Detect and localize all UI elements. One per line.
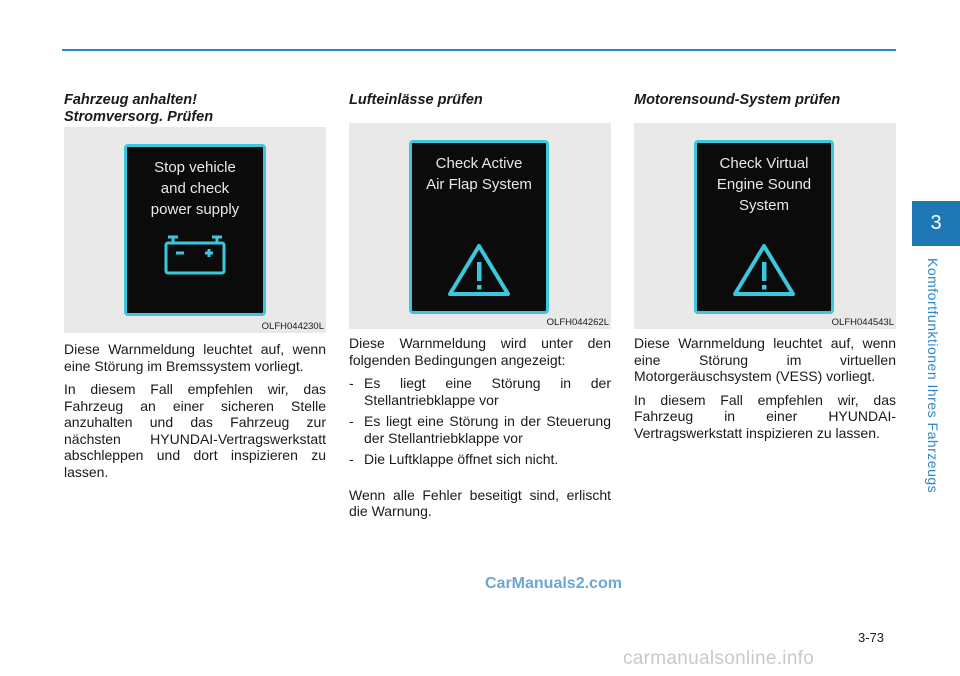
watermark-link[interactable]: CarManuals2.com — [485, 575, 622, 592]
cluster-figure — [349, 123, 611, 329]
display-message: Check Active Air Flap System — [426, 155, 532, 193]
chapter-title: Komfortfunktionen Ihres Fahrzeugs — [925, 258, 941, 494]
figure-code: OLFH044543L — [831, 317, 894, 328]
section-heading: Motorensound-System prüfen — [634, 92, 841, 108]
chapter-tab: 3 — [912, 201, 960, 246]
list-item: - Es liegt eine Störung in der Steuerung der Stellantriebklappe vor — [349, 413, 611, 446]
footer-watermark: carmanualsonline.info — [623, 648, 815, 669]
paragraph: Wenn alle Fehler beseitigt sind, erlischt die Warnung. — [349, 486, 611, 519]
figure-code: OLFH044262L — [546, 317, 609, 328]
display-message: Stop vehicle and check power supply — [150, 159, 240, 218]
section-heading: Lufteinlässe prüfen — [349, 92, 483, 108]
paragraph: In diesem Fall empfehlen wir, das Fahrzeug an einer sicheren Stelle anzuhalten und das Fahrzeug zur nächsten HYUNDAI-Vertragswerkstatt abschleppen und dort inspizieren zu lassen. — [64, 381, 326, 480]
section-stop-vehicle — [64, 92, 326, 487]
paragraph: In diesem Fall empfehlen wir, das Fahrzeug in einer HYUNDAI-Vertragswerkstatt inspizieren zu lassen. — [634, 391, 896, 441]
section-body — [634, 335, 896, 441]
list-item: - Es liegt eine Störung in der Stellantriebklappe vor — [349, 375, 611, 408]
list-item: - Die Luftklappe öffnet sich nicht. — [349, 451, 559, 467]
cluster-figure — [64, 127, 326, 333]
cluster-display — [694, 140, 834, 314]
warning-triangle-icon — [412, 240, 546, 305]
section-heading: Fahrzeug anhalten! Stromversorg. Prüfen — [64, 92, 214, 125]
page-number: 3-73 — [858, 630, 885, 645]
paragraph: Diese Warnmeldung leuchtet auf, wenn eine Störung im virtuellen Motorgeräuschsystem (VESS) vorliegt. — [634, 335, 896, 384]
warning-triangle-icon — [697, 240, 831, 305]
header-rule — [62, 49, 896, 51]
section-body — [349, 335, 611, 520]
display-message: Check Virtual Engine Sound System — [716, 155, 812, 214]
section-engine-sound — [634, 92, 896, 448]
paragraph: Diese Warnmeldung leuchtet auf, wenn eine Störung im Bremssystem vorliegt. — [64, 341, 326, 374]
figure-code: OLFH044230L — [261, 321, 324, 332]
cluster-figure — [634, 123, 896, 329]
battery-icon — [127, 233, 263, 282]
cluster-display — [124, 144, 266, 316]
section-body — [64, 341, 326, 480]
section-air-flap — [349, 92, 611, 527]
cluster-display — [409, 140, 549, 314]
condition-list — [349, 375, 611, 468]
paragraph: Diese Warnmeldung wird unter den folgenden Bedingungen angezeigt: — [349, 335, 611, 368]
